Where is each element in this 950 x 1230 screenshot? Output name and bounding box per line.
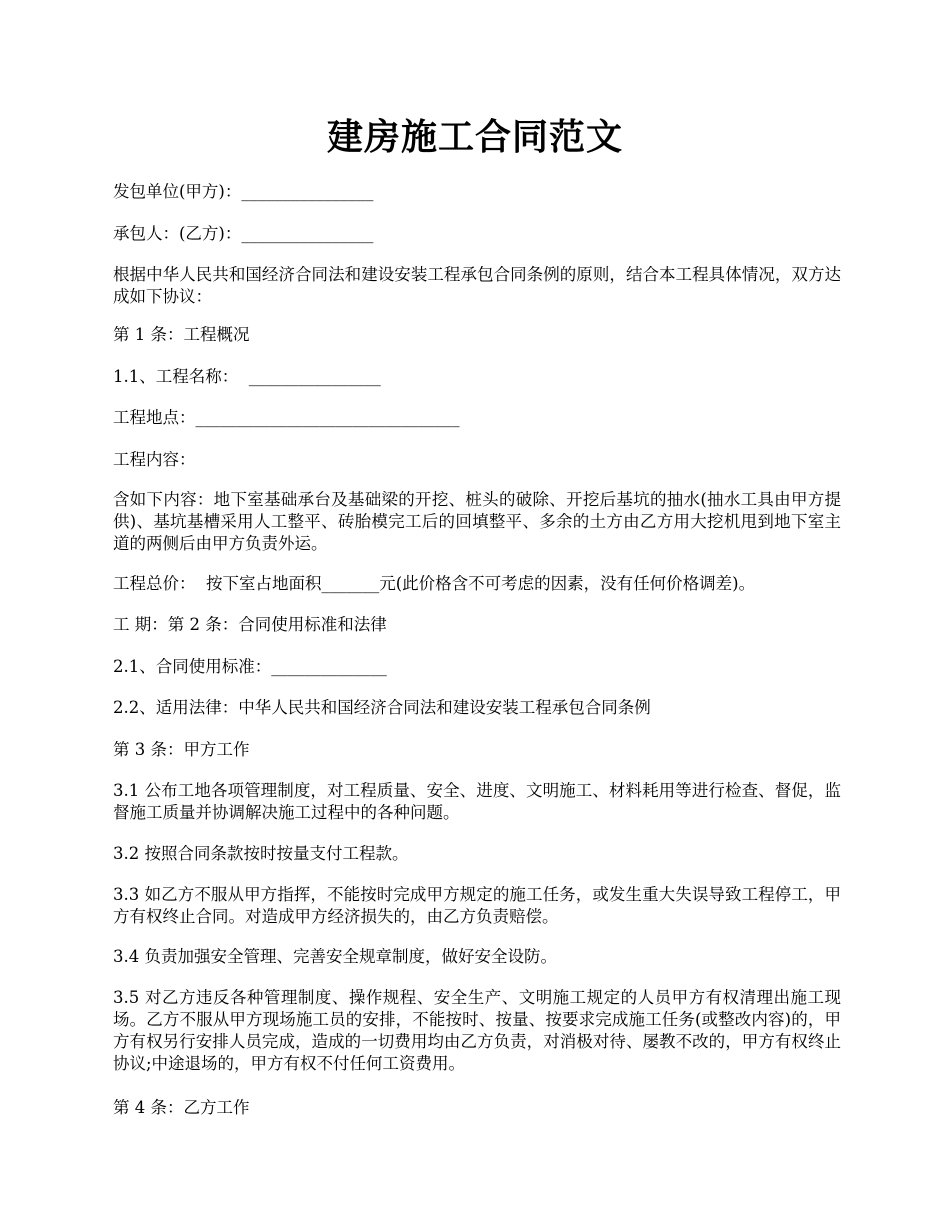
project-location-line: 工程地点：________________________________ [113, 408, 460, 427]
standard-line: 2.1、合同使用标准：______________ [113, 657, 387, 676]
clause-3-1: 3.1 公布工地各项管理制度，对工程质量、安全、进度、文明施工、材料耗用等进行检查、督促，监督施工质量并协调解决施工过程中的各种问题。 [113, 781, 841, 822]
article-3-heading: 第 3 条：甲方工作 [113, 740, 250, 759]
applicable-law-line: 2.2、适用法律：中华人民共和国经济合同法和建设安装工程承包合同条例 [113, 698, 651, 717]
article-4-heading: 第 4 条：乙方工作 [113, 1098, 250, 1117]
clause-3-4: 3.4 负责加强安全管理、完善安全规章制度，做好安全设防。 [113, 947, 557, 966]
preamble-paragraph: 根据中华人民共和国经济合同法和建设安装工程承包合同条例的原则，结合本工程具体情况，双方达成如下协议： [113, 265, 841, 306]
clause-3-5: 3.5 对乙方违反各种管理制度、操作规程、安全生产、文明施工规定的人员甲方有权清理出施工现场。乙方不服从甲方现场施工员的安排，不能按时、按量、按要求完成施工任务(或整改内容)的，甲方有权另行安排人员完成，造成的一切费用均由乙方负责，对消极对待、屡教不改的，甲方有权终止协议;中途退场的，甲方有权不付任何工资费用。 [113, 988, 841, 1073]
total-price-line: 工程总价： 按下室占地面积_______元(此价格含不可考虑的因素，没有任何价格调差)。 [113, 574, 756, 593]
project-name-line: 1.1、工程名称： ________________ [113, 367, 381, 386]
clause-3-2: 3.2 按照合同条款按时按量支付工程款。 [113, 844, 409, 863]
document-title: 建房施工合同范文 [326, 116, 623, 158]
project-content-paragraph: 含如下内容：地下室基础承台及基础梁的开挖、桩头的破除、开挖后基坑的抽水(抽水工具由甲方提供)、基坑基槽采用人工整平、砖胎模完工后的回填整平、多余的土方由乙方用大挖机甩到地下室主道的两侧后由甲方负责外运。 [113, 490, 841, 553]
article-2-heading: 工 期：第 2 条：合同使用标准和法律 [113, 615, 387, 634]
party-a-line: 发包单位(甲方)：________________ [113, 182, 374, 201]
party-b-line: 承包人：(乙方)：________________ [113, 224, 374, 243]
project-content-label: 工程内容： [113, 450, 196, 469]
article-1-heading: 第 1 条：工程概况 [113, 325, 250, 344]
clause-3-3: 3.3 如乙方不服从甲方指挥，不能按时完成甲方规定的施工任务，或发生重大失误导致工程停工，甲方有权终止合同。对造成甲方经济损失的，由乙方负责赔偿。 [113, 885, 841, 926]
